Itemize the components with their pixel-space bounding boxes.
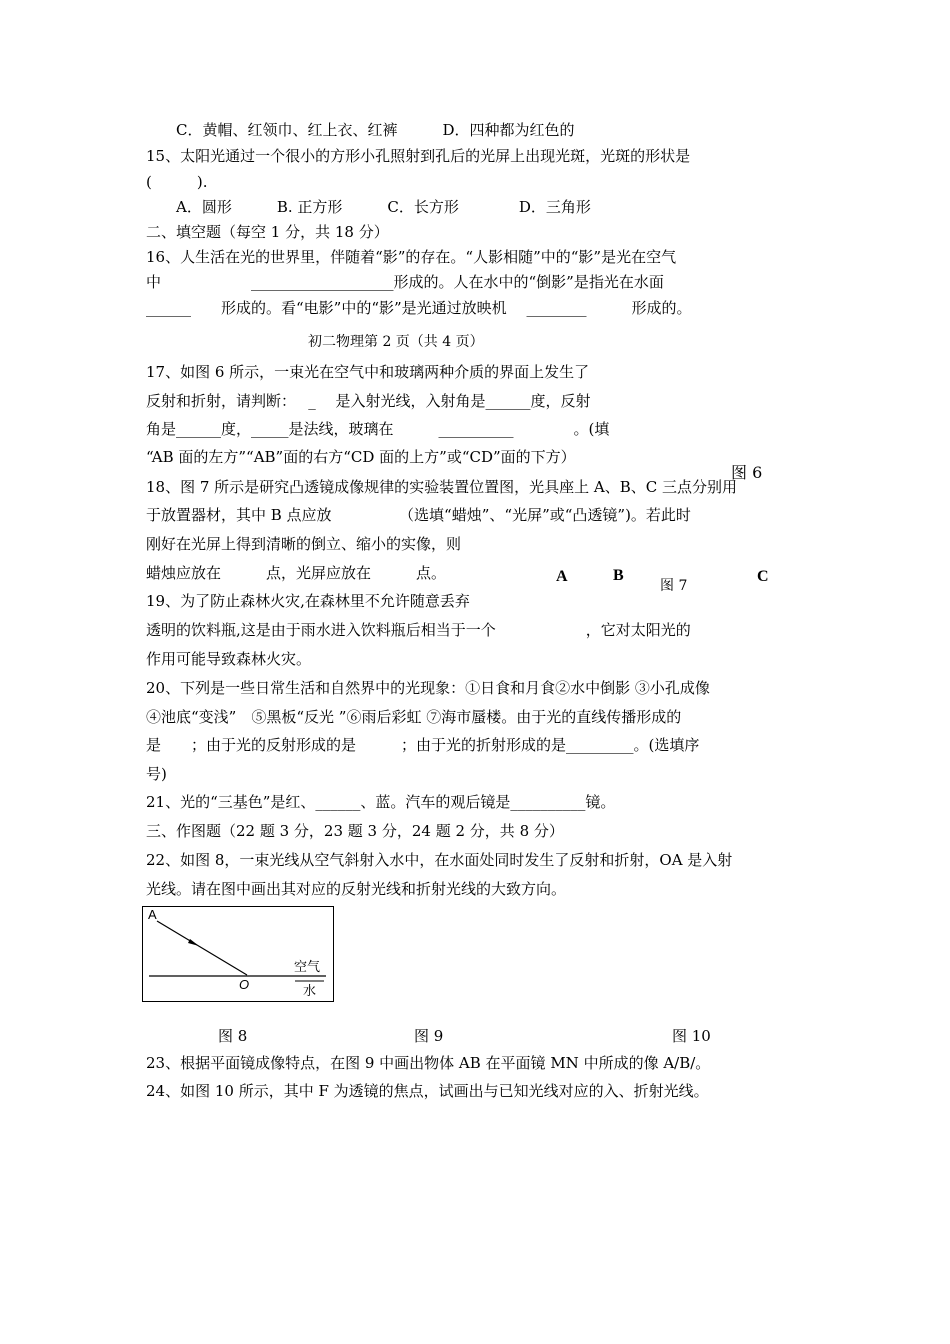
q15-options: A．圆形 B. 正方形 C．长方形 D．三角形 xyxy=(176,198,591,216)
q24-text: 24、如图 10 所示，其中 F 为透镜的焦点，试画出与已知光线对应的入、折射光线。 xyxy=(146,1082,709,1100)
ray-arrow-icon xyxy=(188,939,199,946)
q16-line1: 16、人生活在光的世界里，伴随着“影”的存在。“人影相随”中的“影”是光在空气 xyxy=(146,248,677,266)
water-label: 水 xyxy=(303,984,317,999)
q22-line2: 光线。请在图中画出其对应的反射光线和折射光线的大致方向。 xyxy=(146,880,567,898)
q14-options-cd: C．黄帽、红领巾、红上衣、红裤 D．四种都为红色的 xyxy=(176,121,575,139)
q17-line3: 角是______度，_____是法线，玻璃在 __________ 。(填 xyxy=(146,420,610,438)
q18-line4: 蜡烛应放在 点，光屏应放在 点。 xyxy=(146,564,447,582)
q17-line1: 17、如图 6 所示，一束光在空气中和玻璃两种介质的界面上发生了 xyxy=(146,363,590,381)
section-fill-in-heading: 二、填空题（每空 1 分，共 18 分） xyxy=(146,223,389,241)
page-footer: 初二物理第 2 页（共 4 页） xyxy=(308,334,484,350)
figure-7-point-a: A xyxy=(556,568,568,585)
section-drawing-heading: 三、作图题（22 题 3 分，23 题 3 分，24 题 2 分，共 8 分） xyxy=(146,822,564,840)
q22-line1: 22、如图 8，一束光线从空气斜射入水中，在水面处同时发生了反射和折射，OA 是入射 xyxy=(146,851,733,869)
figure-6-caption: 图 6 xyxy=(731,463,763,482)
q16-line2: 中 ___________________形成的。人在水中的“倒影”是指光在水面 xyxy=(146,273,664,291)
incident-ray xyxy=(157,921,247,975)
q20-line3: 是 ；由于光的反射形成的是 ；由于光的折射形成的是_________。(选填序 xyxy=(146,736,700,754)
q23-text: 23、根据平面镜成像特点，在图 9 中画出物体 AB 在平面镜 MN 中所成的像 A/B/。 xyxy=(146,1054,711,1072)
q20-line2: ④池底“变浅” ⑤黑板“反光 ”⑥雨后彩虹 ⑦海市蜃楼。由于光的直线传播形成的 xyxy=(146,708,682,726)
q17-line4: “AB 面的左方”“AB”面的右方“CD 面的上方”或“CD”面的下方） xyxy=(146,448,576,466)
figure-7-point-b: B xyxy=(613,567,624,584)
q17-line2: 反射和折射，请判断： _ 是入射光线，入射角是______度，反射 xyxy=(146,392,591,410)
figure-8-caption: 图 8 xyxy=(218,1027,248,1045)
figure-8-drawing xyxy=(143,907,335,1003)
q18-line3: 刚好在光屏上得到清晰的倒立、缩小的实像，则 xyxy=(146,535,462,553)
q20-line4: 号) xyxy=(146,765,167,783)
q19-line2: 透明的饮料瓶,这是由于雨水进入饮料瓶后相当于一个 ，它对太阳光的 xyxy=(146,621,691,639)
q20-line1: 20、下列是一些日常生活和自然界中的光现象：①日食和月食②水中倒影 ③小孔成像 xyxy=(146,679,710,697)
q19-line3: 作用可能导致森林火灾。 xyxy=(146,650,312,668)
point-o-label: O xyxy=(239,977,250,992)
q18-line2: 于放置器材，其中 B 点应放 （选填“蜡烛”、“光屏”或“凸透镜”)。若此时 xyxy=(146,506,691,524)
figure-10-caption: 图 10 xyxy=(672,1027,711,1045)
figure-7-point-c: C xyxy=(757,568,769,585)
air-label: 空气 xyxy=(294,960,321,975)
q19-line1: 19、为了防止森林火灾,在森林里不允许随意丢弃 xyxy=(146,592,470,610)
figure-7-caption: 图 7 xyxy=(660,578,688,594)
q15-text: 15、太阳光通过一个很小的方形小孔照射到孔后的光屏上出现光斑，光斑的形状是 xyxy=(146,147,691,165)
q18-line1: 18、图 7 所示是研究凸透镜成像规律的实验装置位置图，光具座上 A、B、C 三点分别用 xyxy=(146,478,738,496)
q15-blank: ( ). xyxy=(146,173,208,191)
figure-8-diagram xyxy=(142,906,334,1002)
figure-9-caption: 图 9 xyxy=(414,1027,444,1045)
q21-text: 21、光的“三基色”是红、______、蓝。汽车的观后镜是__________镜。 xyxy=(146,793,616,811)
q16-line3: ______ 形成的。看“电影”中的“影”是光通过放映机 ________ 形成的。 xyxy=(146,299,692,317)
point-a-label: A xyxy=(148,907,157,922)
